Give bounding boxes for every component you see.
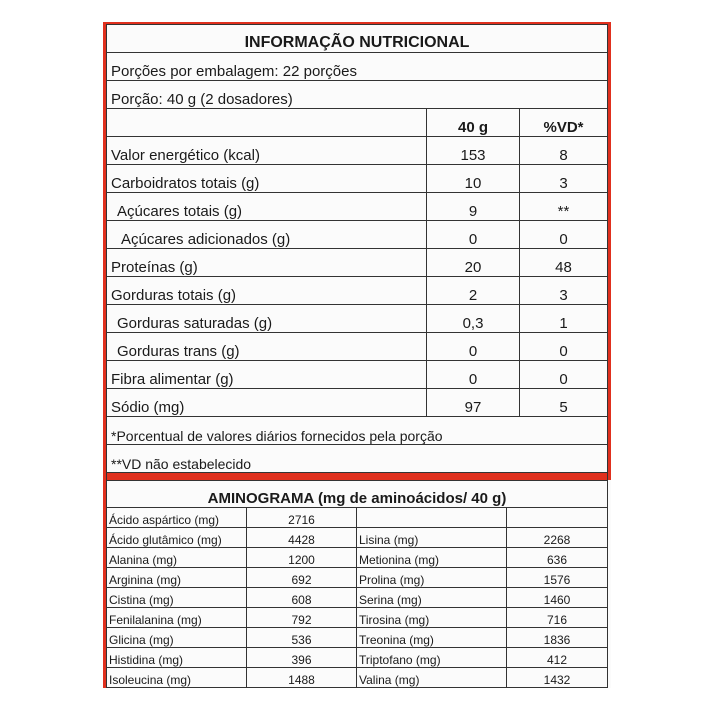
amino-label: Serina (mg): [357, 588, 507, 608]
amino-row: [107, 508, 608, 528]
amino-label: Treonina (mg): [357, 628, 507, 648]
amino-label: Prolina (mg): [357, 568, 507, 588]
nutrient-amount: 9: [427, 193, 520, 221]
nutrition-facts-table: [103, 22, 611, 482]
amino-label: Ácido aspártico (mg): [107, 508, 247, 528]
nutrient-label: Gorduras saturadas (g): [107, 305, 427, 333]
header-empty: [107, 109, 427, 137]
amino-label: Alanina (mg): [107, 548, 247, 568]
nutrient-amount: 0: [427, 221, 520, 249]
amino-label: Metionina (mg): [357, 548, 507, 568]
nutrient-amount: 0,3: [427, 305, 520, 333]
nutrient-label: Proteínas (g): [107, 249, 427, 277]
amino-label: [357, 508, 507, 528]
nutrient-dv: 1: [520, 305, 608, 333]
amino-value: 636: [507, 548, 608, 568]
aminogram-title: AMINOGRAMA (mg de aminoácidos/ 40 g): [107, 481, 608, 508]
nutrient-dv: 5: [520, 389, 608, 417]
nutrient-label: Valor energético (kcal): [107, 137, 427, 165]
amino-row: [107, 628, 608, 648]
amino-label: Glicina (mg): [107, 628, 247, 648]
amino-label: Cistina (mg): [107, 588, 247, 608]
nutrient-dv: 3: [520, 165, 608, 193]
amino-value: 2716: [247, 508, 357, 528]
amino-value: 792: [247, 608, 357, 628]
amino-value: 1836: [507, 628, 608, 648]
header-dv: %VD*: [520, 109, 608, 137]
header-amount: 40 g: [427, 109, 520, 137]
amino-value: 1576: [507, 568, 608, 588]
nutrient-dv: 0: [520, 221, 608, 249]
amino-value: 396: [247, 648, 357, 668]
amino-label: Valina (mg): [357, 668, 507, 688]
nutrient-label: Fibra alimentar (g): [107, 361, 427, 389]
nutrition-title: INFORMAÇÃO NUTRICIONAL: [107, 25, 608, 53]
nutrient-amount: 2: [427, 277, 520, 305]
amino-value: 4428: [247, 528, 357, 548]
amino-row: [107, 588, 608, 608]
nutrient-amount: 10: [427, 165, 520, 193]
nutrient-row: [107, 277, 608, 305]
nutrient-label: Gorduras trans (g): [107, 333, 427, 361]
nutrient-row: [107, 361, 608, 389]
nutrient-label: Açúcares adicionados (g): [107, 221, 427, 249]
nutrient-label: Sódio (mg): [107, 389, 427, 417]
nutrient-row: [107, 389, 608, 417]
nutrient-label: Gorduras totais (g): [107, 277, 427, 305]
nutrient-row: [107, 249, 608, 277]
amino-value: 716: [507, 608, 608, 628]
nutrient-dv: 48: [520, 249, 608, 277]
nutrient-label: Carboidratos totais (g): [107, 165, 427, 193]
amino-value: 1432: [507, 668, 608, 688]
nutrient-amount: 153: [427, 137, 520, 165]
amino-value: 1460: [507, 588, 608, 608]
nutrient-dv: 0: [520, 333, 608, 361]
nutrient-dv: 3: [520, 277, 608, 305]
amino-value: 692: [247, 568, 357, 588]
nutrient-dv: 0: [520, 361, 608, 389]
nutrient-label: Açúcares totais (g): [107, 193, 427, 221]
aminogram-table: [103, 480, 611, 688]
amino-label: Tirosina (mg): [357, 608, 507, 628]
amino-label: Arginina (mg): [107, 568, 247, 588]
amino-label: Lisina (mg): [357, 528, 507, 548]
amino-value: 2268: [507, 528, 608, 548]
amino-label: Triptofano (mg): [357, 648, 507, 668]
footnote2: **VD não estabelecido: [107, 445, 608, 473]
amino-row: [107, 568, 608, 588]
nutrient-dv: 8: [520, 137, 608, 165]
amino-value: [507, 508, 608, 528]
amino-label: Fenilalanina (mg): [107, 608, 247, 628]
nutrient-amount: 97: [427, 389, 520, 417]
nutrient-row: [107, 137, 608, 165]
nutrient-row: [107, 221, 608, 249]
amino-label: Ácido glutâmico (mg): [107, 528, 247, 548]
amino-value: 412: [507, 648, 608, 668]
nutrient-row: [107, 305, 608, 333]
amino-label: Histidina (mg): [107, 648, 247, 668]
amino-row: [107, 548, 608, 568]
amino-row: [107, 528, 608, 548]
nutrient-row: [107, 193, 608, 221]
nutrient-amount: 0: [427, 333, 520, 361]
amino-row: [107, 608, 608, 628]
amino-value: 1488: [247, 668, 357, 688]
amino-value: 536: [247, 628, 357, 648]
nutrient-row: [107, 333, 608, 361]
amino-value: 608: [247, 588, 357, 608]
serving-size: Porção: 40 g (2 dosadores): [107, 81, 608, 109]
amino-row: [107, 648, 608, 668]
amino-row: [107, 668, 608, 688]
amino-value: 1200: [247, 548, 357, 568]
amino-label: Isoleucina (mg): [107, 668, 247, 688]
servings-per-package: Porções por embalagem: 22 porções: [107, 53, 608, 81]
footnote1: *Porcentual de valores diários fornecidos pela porção: [107, 417, 608, 445]
nutrient-amount: 20: [427, 249, 520, 277]
nutrient-dv: **: [520, 193, 608, 221]
nutrient-amount: 0: [427, 361, 520, 389]
nutrient-row: [107, 165, 608, 193]
